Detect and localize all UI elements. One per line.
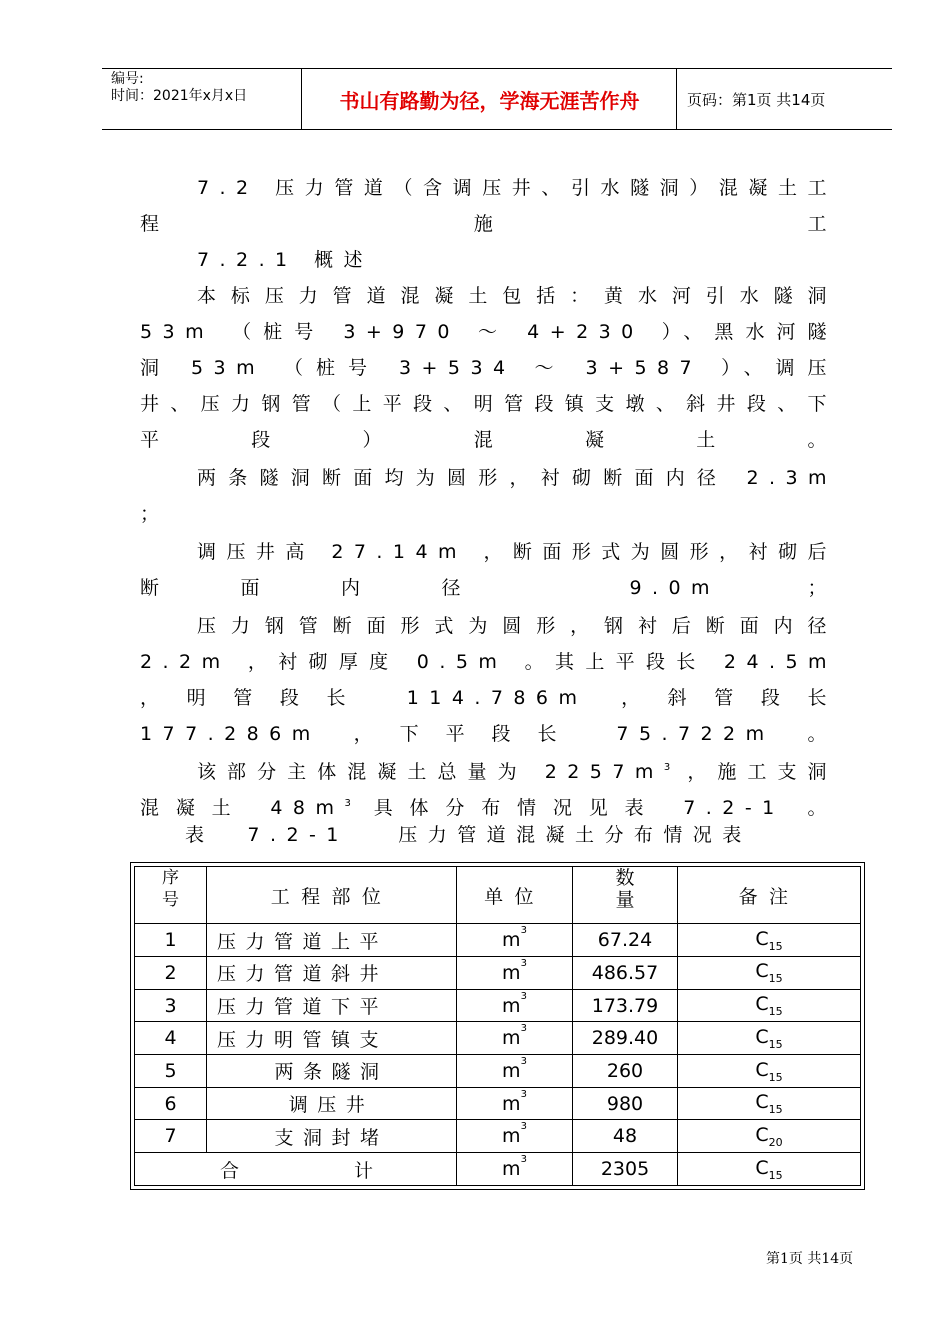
row-unit	[457, 1055, 573, 1088]
paragraph-total	[140, 754, 837, 826]
row-grade-sub: 15	[768, 1004, 783, 1018]
header-unit: 单位	[457, 867, 573, 924]
row-grade	[678, 1055, 861, 1088]
table-row	[135, 924, 861, 957]
row-qty: 289.40	[573, 1022, 678, 1055]
row-grade-sub: 15	[768, 1037, 783, 1051]
unit-superscript: 3	[520, 1121, 527, 1133]
header-qty: 数量	[573, 867, 678, 924]
section-title: 7.2 压力管道（含调压井、引水隧洞）混凝土工程施工	[140, 177, 837, 235]
table-row	[135, 1087, 861, 1120]
row-unit-text: m	[502, 961, 521, 984]
unit-superscript: 3	[520, 957, 527, 969]
total-label-a: 合	[220, 1159, 240, 1182]
row-grade-letter: C	[755, 960, 769, 983]
row-unit	[457, 1022, 573, 1055]
row-grade	[678, 1120, 861, 1153]
row-unit	[457, 1120, 573, 1153]
unit-superscript: 3	[520, 925, 527, 937]
total-unit-text: m	[502, 1158, 521, 1181]
row-unit-text: m	[502, 994, 521, 1017]
header-no: 序号	[135, 867, 207, 924]
unit-superscript: 3	[520, 1055, 527, 1067]
row-unit	[457, 989, 573, 1022]
table-row	[135, 1055, 861, 1088]
row-unit	[457, 956, 573, 989]
total-qty: 2305	[573, 1153, 678, 1186]
row-grade-sub: 15	[768, 1070, 783, 1084]
row-grade-letter: C	[755, 1058, 769, 1081]
row-part: 支洞封堵	[207, 1120, 457, 1153]
row-qty: 260	[573, 1055, 678, 1088]
row-qty: 48	[573, 1120, 678, 1153]
row-part: 压力管道上平	[207, 924, 457, 957]
table-row	[135, 989, 861, 1022]
table-row	[135, 956, 861, 989]
row-grade-sub: 15	[768, 939, 783, 953]
row-grade	[678, 989, 861, 1022]
row-no: 3	[135, 989, 207, 1022]
subsection-title: 7.2.1 概述	[197, 249, 373, 271]
total-text-c: 具体分布情况见表 7.2-1 。	[350, 797, 838, 819]
header-part: 工程部位	[207, 867, 457, 924]
row-qty: 486.57	[573, 956, 678, 989]
unit-superscript: 3	[520, 990, 527, 1002]
row-unit-text: m	[502, 1125, 521, 1148]
header-page-label: 页码：第1页 共14页	[687, 90, 826, 109]
header-meta	[102, 69, 302, 129]
document-body	[140, 170, 837, 826]
concrete-distribution-table	[130, 862, 865, 1190]
row-part: 压力明管镇支	[207, 1022, 457, 1055]
paragraph-penstock: 压力钢管断面形式为圆形，钢衬后断面内径 2.2m ，衬砌厚度 0.5m 。其上平段长 24.5m ，明管段长 114.786m ，斜管段长 177.286m ，下平段长 75.722m 。	[140, 615, 837, 745]
total-label-b: 计	[354, 1159, 374, 1182]
total-grade-letter: C	[755, 1156, 769, 1179]
row-part: 调压井	[207, 1087, 457, 1120]
row-part: 压力管道下平	[207, 989, 457, 1022]
total-text-b: ，施工支洞混凝土 48m	[140, 761, 837, 819]
total-unit	[457, 1153, 573, 1186]
row-unit-text: m	[502, 1059, 521, 1082]
row-qty: 980	[573, 1087, 678, 1120]
row-qty: 67.24	[573, 924, 678, 957]
total-grade	[678, 1153, 861, 1186]
row-grade-sub: 15	[768, 1103, 783, 1117]
row-no: 7	[135, 1120, 207, 1153]
row-grade-letter: C	[755, 993, 769, 1016]
table-row	[135, 1120, 861, 1153]
paragraph-scope: 本标压力管道混凝土包括：黄水河引水隧洞 53m （桩号 3+970 ～ 4+230 ）、黑水河隧洞 53m （桩号 3+534 ～ 3+587 ）、调压井、压力钢管（上平段、明管段镇支墩、斜井段、下平段）混凝土。	[140, 285, 837, 451]
paragraph-tunnels: 两条隧洞断面均为圆形，衬砌断面内径 2.3m ；	[140, 467, 837, 525]
row-part: 两条隧洞	[207, 1055, 457, 1088]
row-unit	[457, 924, 573, 957]
row-grade-sub: 20	[768, 1135, 783, 1149]
total-text-a: 该部分主体混凝土总量为 2257m	[197, 761, 664, 783]
unit-superscript: 3	[520, 1154, 527, 1166]
header-motto: 书山有路勤为径，学海无涯苦作舟	[303, 69, 677, 129]
row-grade	[678, 1087, 861, 1120]
row-qty: 173.79	[573, 989, 678, 1022]
unit-superscript: 3	[663, 762, 671, 773]
row-grade-letter: C	[755, 1025, 769, 1048]
row-grade	[678, 924, 861, 957]
row-grade-letter: C	[755, 1123, 769, 1146]
row-grade	[678, 956, 861, 989]
unit-superscript: 3	[344, 798, 351, 809]
row-grade-letter: C	[755, 1091, 769, 1114]
page-footer: 第1页 共14页	[766, 1251, 854, 1267]
row-unit	[457, 1087, 573, 1120]
row-no: 5	[135, 1055, 207, 1088]
row-grade-letter: C	[755, 927, 769, 950]
total-grade-sub: 15	[768, 1168, 783, 1182]
row-no: 2	[135, 956, 207, 989]
paragraph-surge-shaft: 调压井高 27.14m ，断面形式为圆形，衬砌后断面内径 9.0m ；	[140, 541, 837, 599]
table-caption: 表 7.2-1 压力管道混凝土分布情况表	[185, 824, 752, 846]
table-header-row	[135, 867, 861, 924]
row-unit-text: m	[502, 1027, 521, 1050]
table-row	[135, 1022, 861, 1055]
time-label: 时间：2021年x月x日	[111, 88, 248, 104]
row-no: 4	[135, 1022, 207, 1055]
unit-superscript: 3	[520, 1023, 527, 1035]
row-grade-sub: 15	[768, 972, 783, 986]
row-no: 6	[135, 1087, 207, 1120]
row-no: 1	[135, 924, 207, 957]
row-grade	[678, 1022, 861, 1055]
row-part: 压力管道斜井	[207, 956, 457, 989]
header-remark: 备注	[678, 867, 861, 924]
unit-superscript: 3	[520, 1088, 527, 1100]
number-label: 编号:	[111, 71, 144, 87]
page-header	[102, 68, 892, 130]
total-label	[135, 1153, 457, 1186]
row-unit-text: m	[502, 929, 521, 952]
row-unit-text: m	[502, 1092, 521, 1115]
table-total-row	[135, 1153, 861, 1186]
